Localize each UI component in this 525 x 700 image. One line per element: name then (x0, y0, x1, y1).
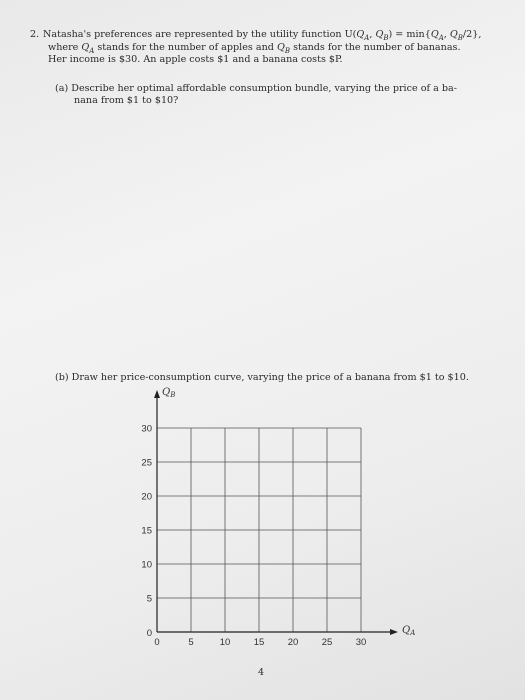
y-tick-label: 30 (141, 423, 152, 435)
y-tick-label: 10 (141, 559, 152, 571)
x-tick-label: 30 (355, 637, 367, 648)
x-tick-label: 0 (154, 637, 160, 648)
x-axis-label: $Q_A$ (402, 625, 416, 637)
x-tick-label: 20 (287, 637, 299, 648)
page-number: 4 (258, 667, 265, 678)
problem-line-1: Natasha's preferences are represented by the utility function $U(Q_A$, $Q_B) = \min\{Q_A$, $Q_B/2$}, (43, 29, 482, 42)
x-tick-label: 15 (253, 637, 265, 648)
tick-layer (141, 424, 366, 649)
x-axis-arrowhead (390, 629, 398, 635)
part-b-text: (b) Draw her price-consumption curve, varying the price of a banana from $1 to $10. (55, 372, 469, 383)
y-tick-label: 15 (141, 525, 152, 537)
problem-number: 2. (30, 29, 40, 40)
problem-line-2: where $Q_A$ stands for the number of apples and $Q_B$ stands for the number of bananas. (48, 42, 461, 55)
origin-label: 0 (146, 628, 152, 639)
grid-layer (157, 428, 361, 632)
y-tick-label: 20 (141, 491, 152, 503)
x-tick-label: 25 (321, 637, 333, 648)
x-tick-label: 5 (188, 637, 194, 648)
x-tick-label: 10 (219, 637, 231, 648)
y-axis-label: $Q_B$ (162, 387, 176, 399)
y-tick-label: 5 (146, 593, 152, 605)
y-tick-label: 25 (141, 457, 152, 469)
y-axis-arrowhead (154, 390, 160, 398)
part-a-line-1: (a) Describe her optimal affordable consumption bundle, varying the price of a ba- (55, 83, 457, 94)
part-a-line-2: nana from $1 to $10? (74, 95, 179, 106)
problem-line-3: Her income is $30. An apple costs $1 and a banana costs $P. (48, 54, 343, 65)
